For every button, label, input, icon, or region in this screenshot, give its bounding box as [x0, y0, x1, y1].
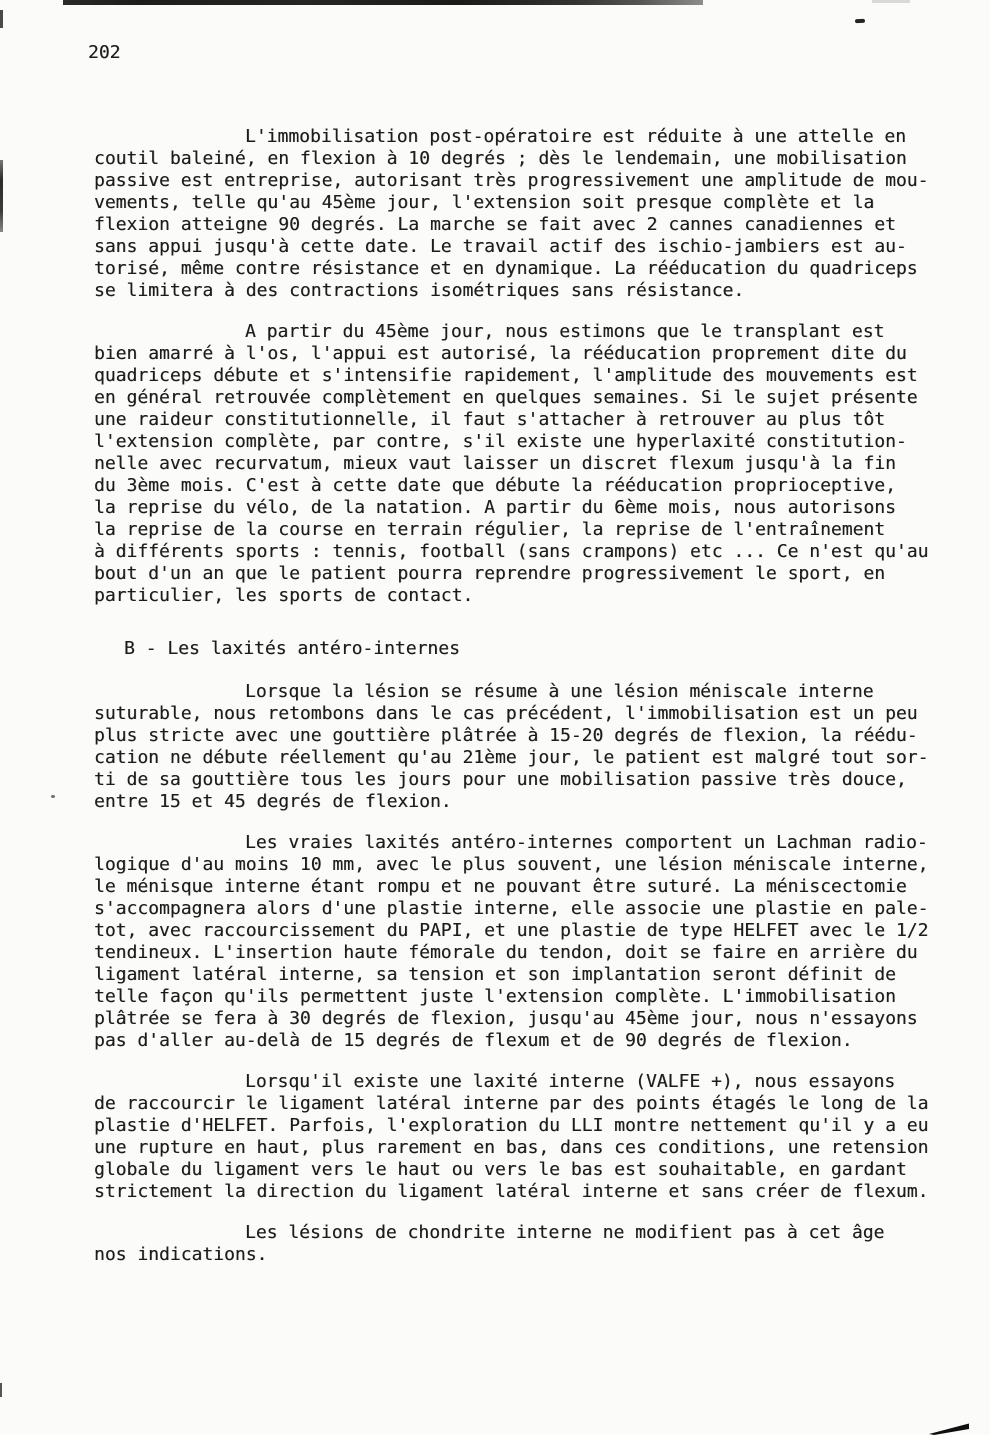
- scan-artifact-margin-dot: [51, 795, 55, 798]
- text-line: bout d'un an que le patient pourra reprendre progressivement le sport, en: [94, 563, 886, 584]
- text-line: tot, avec raccourcissement du PAPI, et une plastie de type HELFET avec le 1/2: [94, 920, 929, 941]
- text-line: pas d'aller au-delà de 15 degrés de flexum et de 90 degrés de flexion.: [94, 1030, 853, 1051]
- text-line: flexion atteigne 90 degrés. La marche se fait avec 2 cannes canadiennes et: [94, 214, 896, 235]
- text-line: nos indications.: [94, 1244, 268, 1265]
- text-line: une raideur constitutionnelle, il faut s'attacher à retrouver au plus tôt: [94, 409, 886, 430]
- text-line: B - Les laxités antéro-internes: [124, 638, 460, 659]
- text-line: la reprise de la course en terrain régulier, la reprise de l'entraînement: [94, 519, 886, 540]
- text-line: la reprise du vélo, de la natation. A partir du 6ème mois, nous autorisons: [94, 497, 896, 518]
- text-line: suturable, nous retombons dans le cas précédent, l'immobilisation est un peu: [94, 703, 918, 724]
- text-line: plâtrée se fera à 30 degrés de flexion, jusqu'au 45ème jour, nous n'essayons: [94, 1008, 918, 1029]
- page-number: 202: [88, 42, 121, 63]
- text-line: une rupture en haut, plus rarement en bas, dans ces conditions, une retension: [94, 1137, 929, 1158]
- text-line: nelle avec recurvatum, mieux vaut laisser un discret flexum jusqu'à la fin: [94, 453, 896, 474]
- text-line: sans appui jusqu'à cette date. Le travail actif des ischio-jambiers est au-: [94, 236, 907, 257]
- text-line: bien amarré à l'os, l'appui est autorisé, la rééducation proprement dite du: [94, 343, 907, 364]
- text-line: ligament latéral interne, sa tension et son implantation seront définit de: [94, 964, 896, 985]
- text-line: particulier, les sports de contact.: [94, 585, 474, 606]
- text-line: globale du ligament vers le haut ou vers le bas est souhaitable, en gardant: [94, 1159, 907, 1180]
- paragraph: [94, 1222, 944, 1266]
- text-line: logique d'au moins 10 mm, avec le plus souvent, une lésion méniscale interne,: [94, 854, 929, 875]
- text-line: A partir du 45ème jour, nous estimons que le transplant est: [245, 321, 885, 342]
- text-line: entre 15 et 45 degrés de flexion.: [94, 791, 452, 812]
- scan-artifact-left-edge-mark-1: [0, 10, 3, 28]
- paragraph: [94, 832, 944, 1052]
- text-line: Lorsque la lésion se résume à une lésion méniscale interne: [245, 681, 874, 702]
- text-line: s'accompagnera alors d'une plastie interne, elle associe une plastie en pale-: [94, 898, 929, 919]
- scan-artifact-top-edge-bar: [63, 0, 703, 5]
- text-line: quadriceps débute et s'intensifie rapidement, l'amplitude des mouvements est: [94, 365, 918, 386]
- text-line: tendineux. L'insertion haute fémorale du tendon, doit se faire en arrière du: [94, 942, 918, 963]
- text-line: de raccourcir le ligament latéral interne par des points étagés le long de la: [94, 1093, 929, 1114]
- text-line: du 3ème mois. C'est à cette date que débute la rééducation proprioceptive,: [94, 475, 896, 496]
- text-line: Lorsqu'il existe une laxité interne (VALFE +), nous essayons: [245, 1071, 896, 1092]
- paragraph: [94, 126, 944, 302]
- text-line: L'immobilisation post-opératoire est réduite à une attelle en: [245, 126, 907, 147]
- text-line: le ménisque interne étant rompu et ne pouvant être suturé. La méniscectomie: [94, 876, 907, 897]
- text-line: passive est entreprise, autorisant très progressivement une amplitude de mou-: [94, 170, 929, 191]
- text-line: plus stricte avec une gouttière plâtrée à 15-20 degrés de flexion, la réédu-: [94, 725, 918, 746]
- text-line: Les lésions de chondrite interne ne modifient pas à cet âge: [245, 1222, 885, 1243]
- page-text: [94, 126, 944, 1285]
- text-line: coutil baleiné, en flexion à 10 degrés ; dès le lendemain, une mobilisation: [94, 148, 907, 169]
- text-line: torisé, même contre résistance et en dynamique. La rééducation du quadriceps: [94, 258, 918, 279]
- text-line: plastie d'HELFET. Parfois, l'exploration du LLI montre nettement qu'il y a eu: [94, 1115, 929, 1136]
- text-line: en général retrouvée complètement en quelques semaines. Si le sujet présente: [94, 387, 918, 408]
- scan-artifact-left-edge-mark-2: [0, 160, 3, 232]
- text-line: cation ne débute réellement qu'au 21ème jour, le patient est malgré tout sor-: [94, 747, 929, 768]
- text-line: ti de sa gouttière tous les jours pour une mobilisation passive très douce,: [94, 769, 907, 790]
- scan-artifact-top-right-dash: [855, 19, 865, 24]
- scan-artifact-corner-wedge: [929, 1423, 969, 1435]
- scan-artifact-left-edge-mark-3: [0, 1383, 2, 1397]
- text-line: vements, telle qu'au 45ème jour, l'extension soit presque complète et la: [94, 192, 875, 213]
- text-line: se limitera à des contractions isométriques sans résistance.: [94, 280, 745, 301]
- paragraph: [94, 1071, 944, 1203]
- paragraph: [94, 321, 944, 607]
- text-line: telle façon qu'ils permettent juste l'extension complète. L'immobilisation: [94, 986, 896, 1007]
- text-line: à différents sports : tennis, football (sans crampons) etc ... Ce n'est qu'au: [94, 541, 929, 562]
- paragraph: [94, 681, 944, 813]
- scan-artifact-top-smudge: [872, 0, 910, 3]
- text-line: strictement la direction du ligament latéral interne et sans créer de flexum.: [94, 1181, 929, 1202]
- section-heading: [94, 638, 944, 660]
- text-line: l'extension complète, par contre, s'il existe une hyperlaxité constitution-: [94, 431, 907, 452]
- text-line: Les vraies laxités antéro-internes comportent un Lachman radio-: [245, 832, 928, 853]
